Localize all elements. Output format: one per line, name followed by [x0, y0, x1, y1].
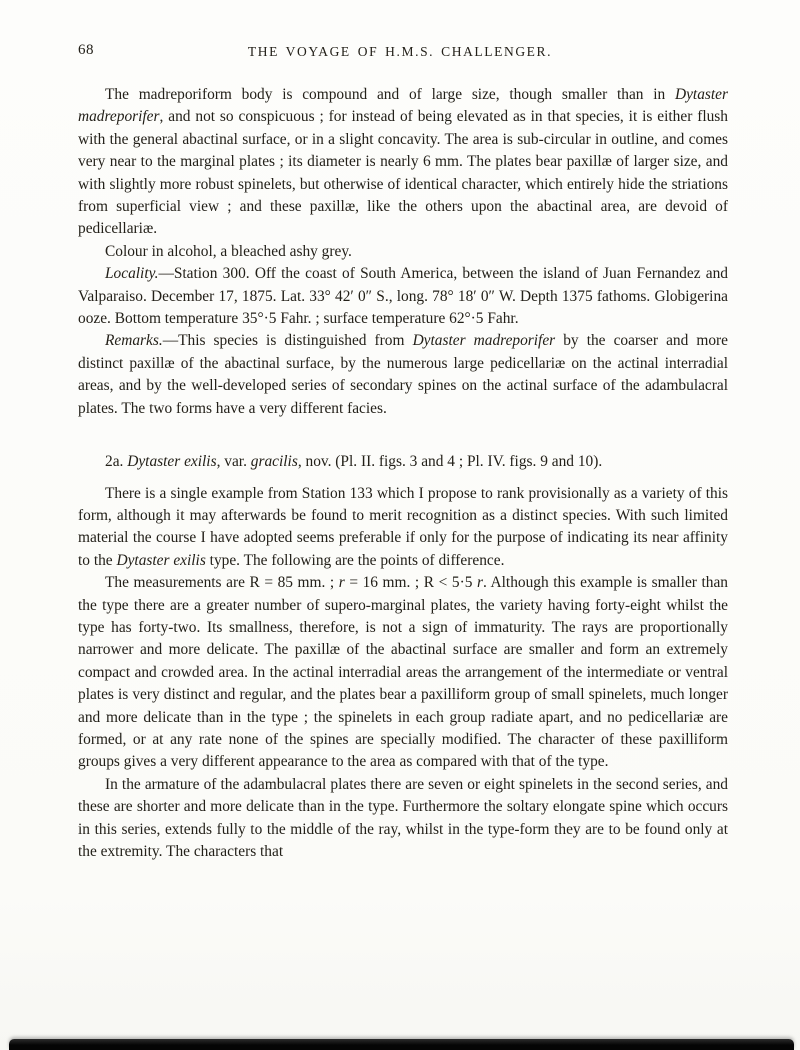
italic-text: Remarks.	[105, 332, 163, 350]
text-run: , var.	[216, 453, 251, 471]
scan-edge-shadow	[9, 1039, 794, 1050]
running-head: THE VOYAGE OF H.M.S. CHALLENGER.	[247, 44, 553, 59]
text-run: . Although this example is smaller than the type there are a greater number of supero-marginal plates, the variety having forty-eight whilst the type has forty-two. Its smallness, therefore, is not a sign of immaturity. The rays are proportionally narrower and more delicate. The paxillæ of the abactinal surface are smaller and form an extremely compact and crowded area. In the actinal interradial areas the arrangement of the intermediate or ventral plates is very distinct and regular, and the plates bear a paxilliform group of small spinelets, much longer and more delicate than in the type ; the spinelets in each group radiate apart, and no pedicellariæ are formed, or at any rate none of the spines are specially modified. The character of these paxilliform groups gives a very different appearance to the area as compared with that of the type.	[78, 574, 728, 771]
text-run: = 16 mm. ; R < 5·5	[344, 574, 477, 592]
italic-text: Dytaster madreporifer	[412, 332, 556, 350]
body-paragraph	[78, 774, 728, 864]
text-run: Colour in alcohol, a bleached ashy grey.	[105, 242, 352, 260]
text-run: The measurements are R = 85 mm. ;	[105, 574, 339, 592]
body-paragraph	[78, 241, 728, 263]
text-run: —This species is distinguished from	[162, 332, 413, 350]
italic-text: gracilis	[250, 453, 298, 471]
section-heading	[78, 451, 728, 473]
text-run: There is a single example from Station 133 which I propose to rank provisionally as a variety of this form, although it may afterwards be found to merit recognition as a distinct species. With such limited material the course I have adopted seems preferable if only for the purpose of indicating its near affinity to the	[78, 484, 728, 569]
page-header	[0, 0, 800, 62]
text-run: , nov. (Pl. II. figs. 3 and 4 ; Pl. IV. figs. 9 and 10).	[297, 453, 603, 471]
text-run: 2a.	[105, 453, 128, 471]
italic-text: r	[338, 574, 345, 592]
text-run: —Station 300. Off the coast of South America, between the island of Juan Fernandez and Valparaiso. December 17, 1875. Lat. 33° 42′ 0″ S., long. 78° 18′ 0″ W. Depth 1375 fathoms. Globigerina ooze. Bottom temperature 35°·5 Fahr. ; surface temperature 62°·5 Fahr.	[78, 265, 728, 328]
body-paragraph	[78, 483, 728, 573]
page-body	[0, 84, 800, 863]
text-run: In the armature of the adambulacral plates there are seven or eight spinelets in the second series, and these are shorter and more delicate than in the type. Furthermore the soltary elongate spine which occurs in this series, extends fully to the middle of the ray, whilst in the type-form they are to be found only at the extremity. The characters that	[78, 775, 728, 860]
italic-text: Locality.	[105, 265, 159, 283]
text-run: type. The following are the points of difference.	[205, 551, 505, 569]
italic-text: r	[476, 574, 483, 592]
body-paragraph	[78, 572, 728, 774]
italic-text: Dytaster madreporifer	[78, 86, 728, 126]
page-number: 68	[78, 42, 94, 58]
italic-text: Dytaster exilis	[127, 453, 217, 471]
italic-text: Dytaster exilis	[116, 551, 206, 569]
text-run: by the coarser and more distinct paxillæ of the abactinal surface, by the numerous large pedicellariæ on the actinal interradial areas, and by the well-developed series of secondary spines on the actinal surface of the adambulacral plates. The two forms have a very different facies.	[78, 332, 729, 417]
text-run: , and not so conspicuous ; for instead of being elevated as in that species, it is either flush with the general abactinal surface, or in a slight concavity. The area is sub-circular in outline, and comes very near to the marginal plates ; its diameter is nearly 6 mm. The plates bear paxillæ of larger size, and with slightly more robust spinelets, but otherwise of identical character, which entirely hide the striations from superficial view ; and these paxillæ, like the others upon the abactinal area, are devoid of pedicellariæ.	[78, 108, 728, 238]
body-paragraph	[78, 263, 728, 330]
body-paragraph	[78, 84, 728, 241]
body-paragraph	[78, 330, 728, 420]
text-run: The madreporiform body is compound and of large size, though smaller than in	[105, 86, 675, 103]
